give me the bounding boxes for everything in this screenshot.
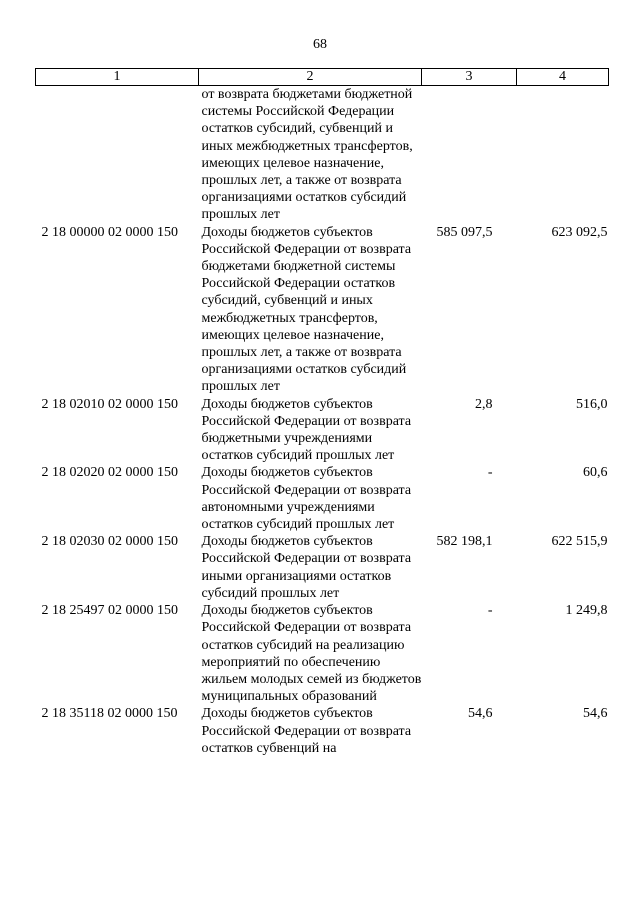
row-value-col3: -: [487, 603, 493, 619]
row-code: 2 18 00000 02 0000 150: [41, 224, 178, 240]
header-col-4: 4: [517, 69, 609, 86]
row-value-col3: 582 198,1: [436, 534, 493, 550]
row-name: Доходы бюджетов субъектов Российской Федерации от возврата автономными учреждениями остатков субсидий прошлых лет: [201, 465, 412, 533]
row-code: 2 18 25497 02 0000 150: [41, 603, 178, 619]
row-code: 2 18 02020 02 0000 150: [41, 465, 178, 481]
row-value-col3: [422, 86, 517, 224]
table-row: [36, 396, 609, 465]
page-number: 68: [313, 37, 327, 52]
row-code: 2 18 35118 02 0000 150: [41, 706, 178, 722]
row-name: Доходы бюджетов субъектов Российской Федерации от возврата иными организациями остатков субсидий прошлых лет: [201, 534, 412, 601]
row-value-col4: 1 249,8: [565, 603, 608, 619]
table-header: [36, 69, 609, 86]
table-row: [36, 464, 609, 533]
table-row: [36, 602, 609, 705]
header-row: [36, 69, 609, 86]
row-value-col3: 2,8: [475, 396, 493, 412]
table-row: [36, 533, 609, 602]
table-row: [36, 86, 609, 224]
table-row: [36, 705, 609, 757]
row-value-col3: -: [487, 465, 493, 481]
table-row: [36, 224, 609, 396]
row-name: Доходы бюджетов субъектов Российской Федерации от возврата бюджетами бюджетной системы Российской Федерации остатков субсидий, субвенций и иных межбюджетных трансфертов, имеющих целевое назначение, прошлых лет, а также от возврата организациями остатков субсидий прошлых лет: [201, 224, 412, 395]
row-name: Доходы бюджетов субъектов Российской Федерации от возврата остатков субсидий на реализацию мероприятий по обеспечению жильем молодых семей из бюджетов муниципальных образований: [201, 603, 422, 705]
row-value-col4: [517, 86, 609, 224]
row-value-col4: 516,0: [576, 396, 608, 412]
row-name: Доходы бюджетов субъектов Российской Федерации от возврата бюджетными учреждениями остатков субсидий прошлых лет: [201, 396, 412, 464]
row-value-col4: 54,6: [583, 706, 608, 722]
row-value-col3: 585 097,5: [436, 224, 493, 240]
row-code: 2 18 02010 02 0000 150: [41, 396, 178, 412]
row-value-col4: 60,6: [583, 465, 608, 481]
row-code: 2 18 02030 02 0000 150: [41, 534, 178, 550]
row-name: от возврата бюджетами бюджетной системы Российской Федерации остатков субсидий, субвенций и иных межбюджетных трансфертов, имеющих целевое назначение, прошлых лет, а также от возврата организациями остатков субсидий прошлых лет: [201, 87, 413, 223]
row-value-col4: 622 515,9: [551, 534, 608, 550]
row-name: Доходы бюджетов субъектов Российской Федерации от возврата остатков субвенций на: [201, 706, 412, 756]
table-body: [36, 86, 609, 757]
header-col-1: 1: [36, 69, 199, 86]
row-value-col3: 54,6: [468, 706, 493, 722]
row-value-col4: 623 092,5: [551, 224, 608, 240]
header-col-3: 3: [422, 69, 517, 86]
header-col-2: 2: [199, 69, 422, 86]
revenue-table: [35, 68, 609, 757]
row-code: [36, 86, 199, 224]
